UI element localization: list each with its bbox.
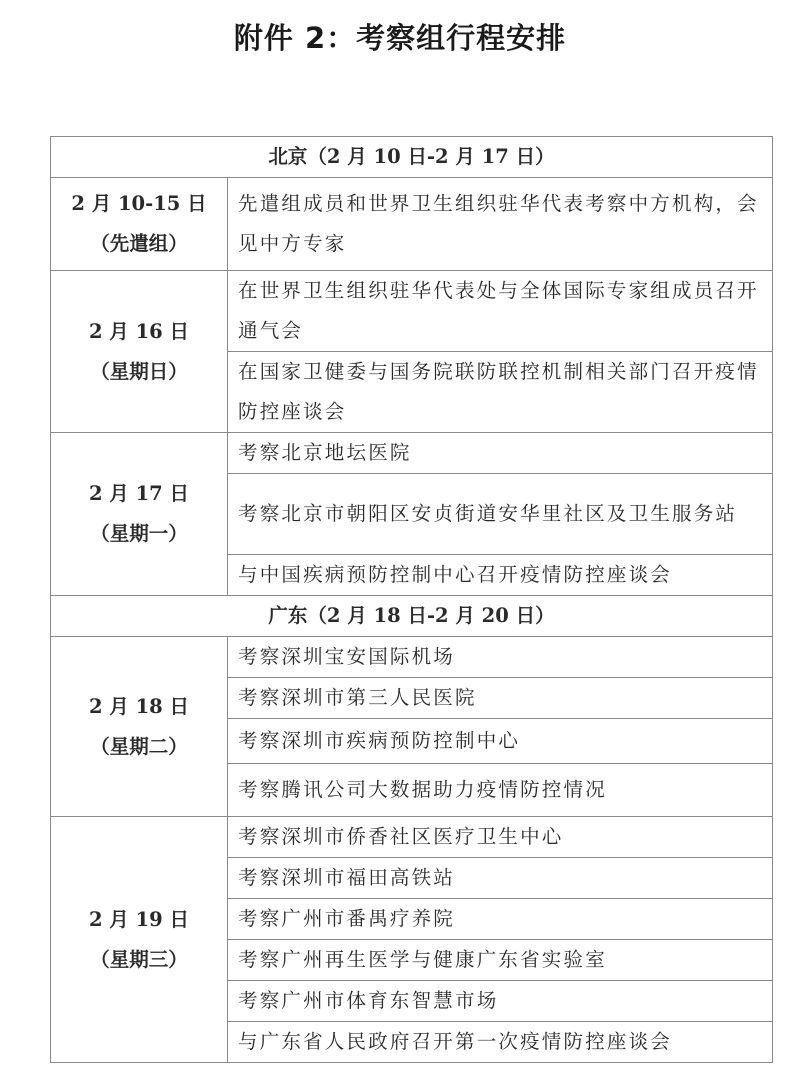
activity-cell: 与中国疾病预防控制中心召开疫情防控座谈会 bbox=[228, 555, 773, 596]
activity-cell: 在世界卫生组织驻华代表处与全体国际专家组成员召开通气会 bbox=[228, 271, 773, 352]
table-row bbox=[51, 271, 773, 352]
date-cell bbox=[51, 178, 228, 271]
table-row bbox=[51, 178, 773, 271]
date-label: 2 月 17 日 bbox=[88, 482, 190, 505]
date-cell bbox=[51, 637, 228, 817]
weekday-label: （星期二） bbox=[90, 734, 188, 758]
activity-cell: 与广东省人民政府召开第一次疫情防控座谈会 bbox=[228, 1022, 773, 1063]
weekday-label: （星期三） bbox=[90, 947, 188, 971]
activity-cell: 考察广州市体育东智慧市场 bbox=[228, 981, 773, 1022]
region-header: 北京（2 月 10 日-2 月 17 日） bbox=[51, 137, 773, 178]
date-label: 2 月 19 日 bbox=[88, 907, 190, 931]
activity-cell: 考察腾讯公司大数据助力疫情防控情况 bbox=[228, 764, 773, 817]
activity-cell: 考察北京地坛医院 bbox=[228, 433, 773, 474]
activity-cell: 先遣组成员和世界卫生组织驻华代表考察中方机构，会见中方专家 bbox=[228, 178, 773, 271]
date-label: 2 月 18 日 bbox=[88, 694, 190, 718]
activity-cell: 考察深圳市疾病预防控制中心 bbox=[228, 719, 773, 764]
activity-cell: 考察广州再生医学与健康广东省实验室 bbox=[228, 940, 773, 981]
date-cell bbox=[51, 271, 228, 433]
region-header: 广东（2 月 18 日-2 月 20 日） bbox=[51, 596, 773, 637]
region-row-guangdong bbox=[51, 596, 773, 637]
date-label: 2 月 16 日 bbox=[88, 319, 190, 343]
activity-cell: 考察广州市番禺疗养院 bbox=[228, 899, 773, 940]
activity-cell: 考察深圳市福田高铁站 bbox=[228, 858, 773, 899]
weekday-label: （星期日） bbox=[90, 359, 188, 383]
table-row bbox=[51, 433, 773, 474]
date-label: 2 月 10-15 日 bbox=[71, 192, 207, 215]
itinerary-table bbox=[50, 136, 773, 1063]
weekday-label: （星期一） bbox=[90, 522, 188, 545]
date-cell bbox=[51, 433, 228, 596]
page-title: 附件 2：考察组行程安排 bbox=[233, 21, 567, 55]
activity-cell: 考察北京市朝阳区安贞街道安华里社区及卫生服务站 bbox=[228, 474, 773, 555]
table-row bbox=[51, 817, 773, 858]
region-row-beijing bbox=[51, 137, 773, 178]
weekday-label: （先遣组） bbox=[90, 232, 188, 255]
activity-cell: 考察深圳宝安国际机场 bbox=[228, 637, 773, 678]
date-cell bbox=[51, 817, 228, 1063]
table-row bbox=[51, 637, 773, 678]
activity-cell: 考察深圳市侨香社区医疗卫生中心 bbox=[228, 817, 773, 858]
activity-cell: 考察深圳市第三人民医院 bbox=[228, 678, 773, 719]
activity-cell: 在国家卫健委与国务院联防联控机制相关部门召开疫情防控座谈会 bbox=[228, 352, 773, 433]
